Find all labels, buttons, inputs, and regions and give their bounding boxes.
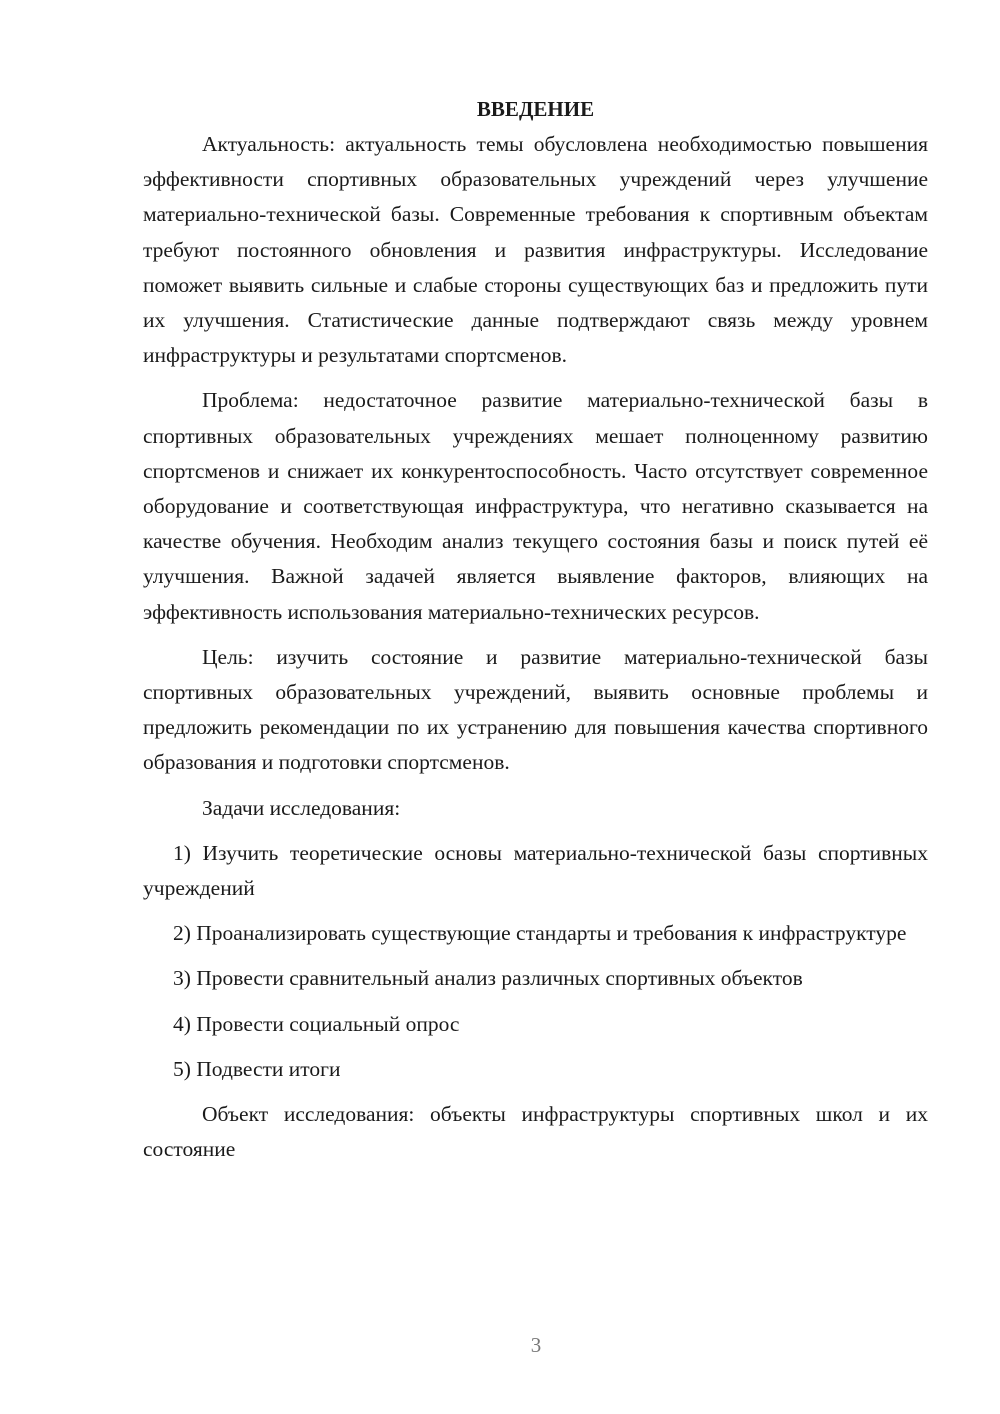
tasks-list: [143, 836, 928, 1087]
page-title: ВВЕДЕНИЕ: [476, 97, 595, 121]
list-item: 4) Провести социальный опрос: [173, 1011, 460, 1036]
relevance-paragraph: Актуальность: актуальность темы обусловлена необходимостью повышения эффективности спортивных образовательных учреждений через улучшение материально-технической базы. Современные требования к спортивным объектам требуют постоянного обновления и развития инфраструктуры. Исследование поможет выявить сильные и слабые стороны существующих баз и предложить пути их улучшения. Статистические данные подтверждают связь между уровнем инфраструктуры и результатами спортсменов.: [143, 132, 928, 368]
list-item: 5) Подвести итоги: [173, 1056, 341, 1081]
document-page: [143, 92, 928, 1177]
list-item: 1) Изучить теоретические основы материально-технической базы спортивных учреждений: [143, 840, 928, 901]
list-item: 3) Провести сравнительный анализ различных спортивных объектов: [173, 966, 803, 991]
object-paragraph: Объект исследования: объекты инфраструктуры спортивных школ и их состояние: [143, 1102, 928, 1162]
goal-paragraph: Цель: изучить состояние и развитие материально-технической базы спортивных образовательных учреждений, выявить основные проблемы и предложить рекомендации по их устранению для повышения качества спортивного образования и подготовки спортсменов.: [143, 644, 928, 775]
tasks-heading: Задачи исследования:: [202, 795, 401, 820]
problem-paragraph: Проблема: недостаточное развитие материально-технической базы в спортивных образовательных учреждениях мешает полноценному развитию спортсменов и снижает их конкурентоспособность. Часто отсутствует современное оборудование и соответствующая инфраструктура, что негативно сказывается на качестве обучения. Необходим анализ текущего состояния базы и поиск путей её улучшения. Важной задачей является выявление факторов, влияющих на эффективность использования материально-технических ресурсов.: [143, 388, 928, 624]
list-item: 2) Проанализировать существующие стандарты и требования к инфраструктуре: [173, 921, 907, 946]
page-number: 3: [530, 1333, 542, 1357]
